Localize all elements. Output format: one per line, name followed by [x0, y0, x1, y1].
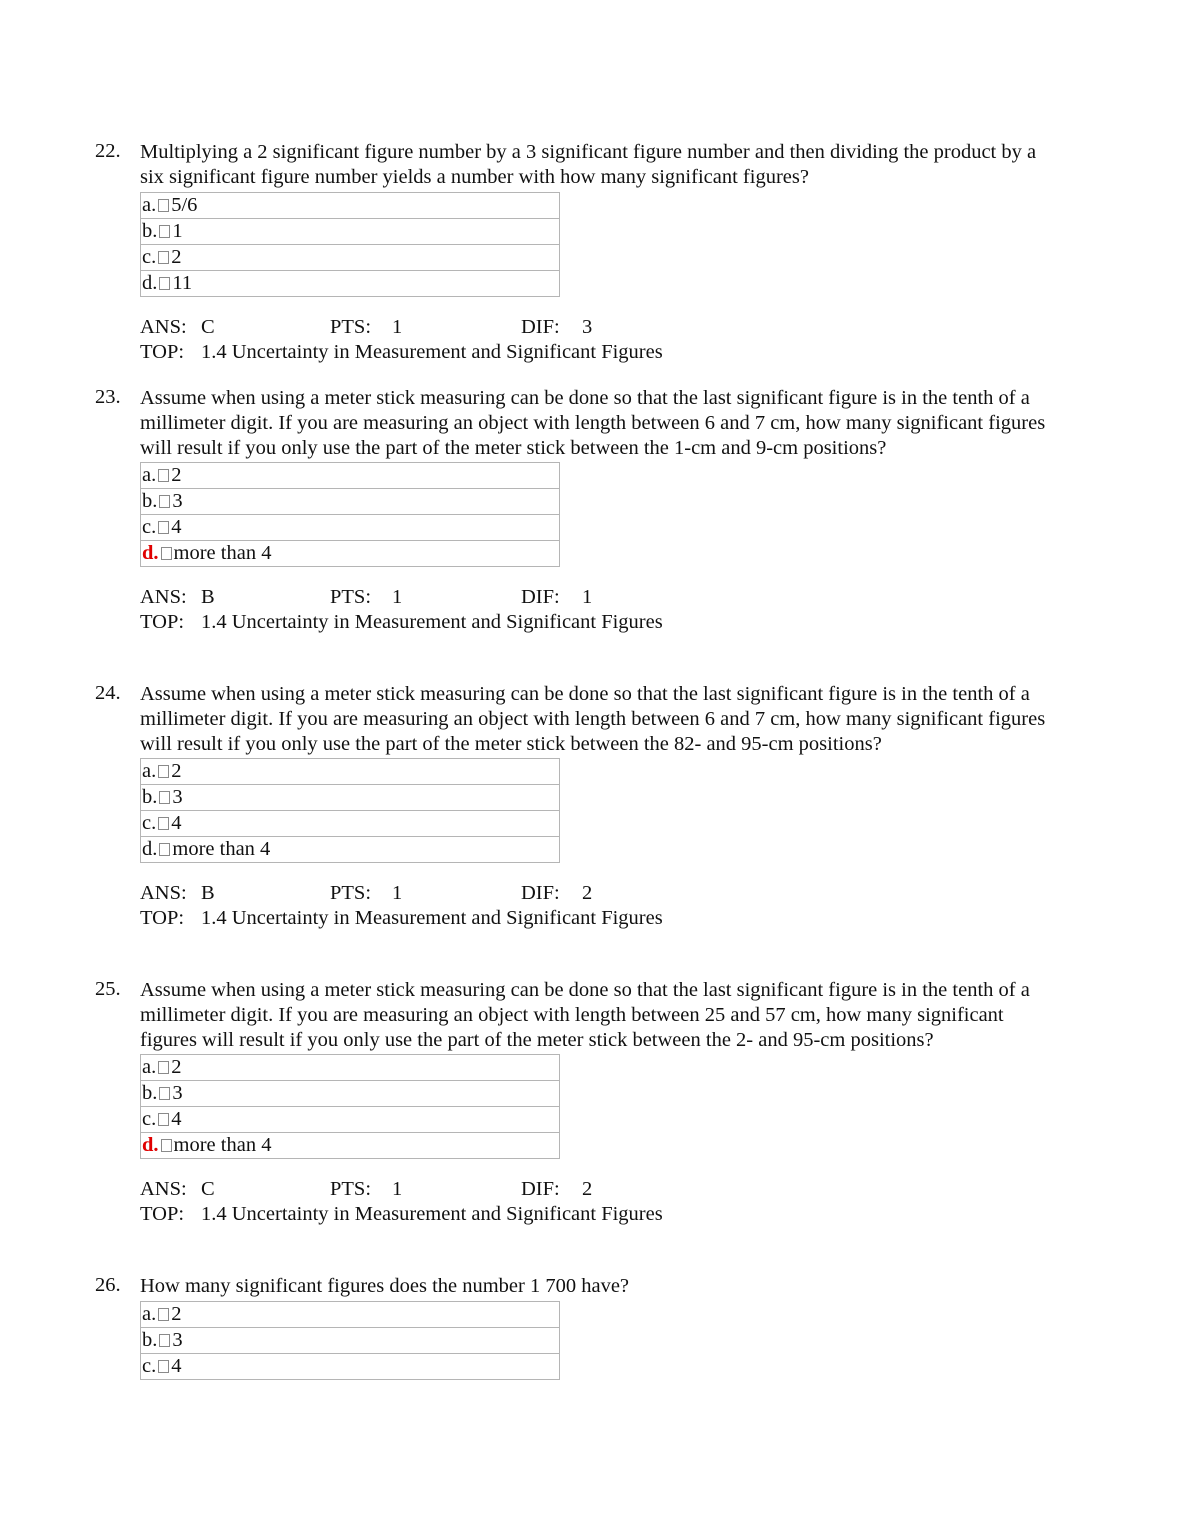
- question-24: [95, 682, 1055, 931]
- option-text: 4: [171, 812, 182, 835]
- pts-value: 1: [392, 586, 403, 609]
- option-d[interactable]: [141, 1132, 559, 1158]
- pts-value: 1: [392, 1178, 403, 1201]
- option-b[interactable]: [141, 1327, 559, 1353]
- option-letter: c.: [142, 245, 157, 268]
- option-text: 3: [172, 1082, 183, 1105]
- top-label: TOP:: [140, 1203, 185, 1226]
- option-b[interactable]: [141, 784, 559, 810]
- option-letter: a.: [142, 193, 157, 216]
- question-stem: Assume when using a meter stick measuring can be done so that the last significant figure is in the tenth of a millimeter digit. If you are measuring an object with length between 6 and 7 cm, how many significant figures will result if you only use the part of the meter stick between the 82- and 95-cm positions?: [140, 683, 1046, 755]
- option-letter: b.: [142, 786, 158, 809]
- top-label: TOP:: [140, 611, 185, 634]
- option-a[interactable]: [141, 193, 559, 218]
- option-text: 5/6: [171, 193, 198, 216]
- option-letter-highlighted: d.: [142, 1134, 159, 1157]
- option-letter-highlighted: d.: [142, 542, 159, 565]
- option-letter: c.: [142, 516, 157, 539]
- checkbox-icon: [158, 469, 169, 482]
- checkbox-icon: [159, 277, 170, 290]
- dif-label: DIF:: [521, 586, 560, 609]
- option-a[interactable]: [141, 1302, 559, 1327]
- question-stem: Assume when using a meter stick measuring can be done so that the last significant figure is in the tenth of a millimeter digit. If you are measuring an object with length between 25 and 57 cm, how many significant figures will result if you only use the part of the meter stick between the 2- and 95-cm positions?: [140, 979, 1030, 1051]
- option-text: 1: [172, 219, 183, 242]
- question-stem: Assume when using a meter stick measuring can be done so that the last significant figure is in the tenth of a millimeter digit. If you are measuring an object with length between 6 and 7 cm, how many significant figures will result if you only use the part of the meter stick between the 1-cm and 9-cm positions?: [140, 387, 1046, 459]
- option-c[interactable]: [141, 1106, 559, 1132]
- option-text: 4: [171, 516, 182, 539]
- dif-label: DIF:: [521, 882, 560, 905]
- option-c[interactable]: [141, 244, 559, 270]
- option-c[interactable]: [141, 514, 559, 540]
- top-value: 1.4 Uncertainty in Measurement and Significant Figures: [201, 907, 663, 930]
- option-letter: d.: [142, 271, 158, 294]
- option-text: 2: [171, 1302, 182, 1325]
- top-value: 1.4 Uncertainty in Measurement and Significant Figures: [201, 1203, 663, 1226]
- option-text: 11: [172, 271, 193, 294]
- checkbox-icon: [158, 1113, 169, 1126]
- top-label: TOP:: [140, 907, 185, 930]
- dif-label: DIF:: [521, 1178, 560, 1201]
- pts-value: 1: [392, 882, 403, 905]
- checkbox-icon: [158, 1308, 169, 1321]
- option-b[interactable]: [141, 1080, 559, 1106]
- question-25: [95, 978, 1055, 1227]
- pts-label: PTS:: [330, 1178, 372, 1201]
- option-a[interactable]: [141, 1055, 559, 1080]
- option-text: 2: [171, 760, 182, 783]
- answer-meta: [140, 1177, 1055, 1227]
- dif-label: DIF:: [521, 315, 560, 338]
- option-text: 3: [172, 1328, 183, 1351]
- question-number: 25.: [95, 978, 121, 1000]
- answer-options: [140, 758, 560, 863]
- top-label: TOP:: [140, 340, 185, 363]
- question-number: 22.: [95, 140, 121, 162]
- dif-value: 2: [582, 1178, 593, 1201]
- option-a[interactable]: [141, 759, 559, 784]
- checkbox-icon: [159, 843, 170, 856]
- answer-options: [140, 1301, 560, 1380]
- option-a[interactable]: [141, 463, 559, 488]
- pts-label: PTS:: [330, 882, 372, 905]
- answer-options: [140, 462, 560, 567]
- option-letter: b.: [142, 1328, 158, 1351]
- dif-value: 1: [582, 586, 593, 609]
- option-b[interactable]: [141, 488, 559, 514]
- ans-value: B: [201, 882, 215, 905]
- ans-label: ANS:: [140, 315, 187, 338]
- question-number: 26.: [95, 1274, 121, 1296]
- option-letter: b.: [142, 1082, 158, 1105]
- option-letter: c.: [142, 1108, 157, 1131]
- pts-value: 1: [392, 315, 403, 338]
- answer-meta: [140, 585, 1055, 635]
- option-letter: d.: [142, 838, 158, 861]
- option-b[interactable]: [141, 218, 559, 244]
- option-text: 4: [171, 1354, 182, 1377]
- pts-label: PTS:: [330, 586, 372, 609]
- option-letter: b.: [142, 490, 158, 513]
- pts-label: PTS:: [330, 315, 372, 338]
- ans-value: C: [201, 315, 215, 338]
- question-22: [95, 140, 1055, 365]
- option-letter: b.: [142, 219, 158, 242]
- option-letter: a.: [142, 1302, 157, 1325]
- question-stem: Multiplying a 2 significant figure number by a 3 significant figure number and then dividing the product by a six significant figure number yields a number with how many significant figures?: [140, 141, 1037, 188]
- checkbox-icon: [158, 817, 169, 830]
- option-letter: a.: [142, 1056, 157, 1079]
- checkbox-icon: [159, 495, 170, 508]
- option-text: 4: [171, 1108, 182, 1131]
- ans-value: C: [201, 1178, 215, 1201]
- option-letter: c.: [142, 1354, 157, 1377]
- option-letter: a.: [142, 464, 157, 487]
- option-c[interactable]: [141, 1353, 559, 1379]
- option-c[interactable]: [141, 810, 559, 836]
- question-26: [95, 1274, 1055, 1380]
- option-d[interactable]: [141, 836, 559, 862]
- option-letter: a.: [142, 760, 157, 783]
- checkbox-icon: [158, 251, 169, 264]
- option-text: 3: [172, 786, 183, 809]
- question-number: 23.: [95, 386, 121, 408]
- checkbox-icon: [159, 225, 170, 238]
- option-d[interactable]: [141, 270, 559, 296]
- checkbox-icon: [161, 1139, 172, 1152]
- top-value: 1.4 Uncertainty in Measurement and Significant Figures: [201, 611, 663, 634]
- checkbox-icon: [158, 199, 169, 212]
- ans-label: ANS:: [140, 1178, 187, 1201]
- answer-meta: [140, 315, 1055, 365]
- option-text: 2: [171, 1056, 182, 1079]
- option-text: more than 4: [173, 1134, 272, 1157]
- checkbox-icon: [159, 1087, 170, 1100]
- option-text: more than 4: [173, 542, 272, 565]
- option-text: 3: [172, 490, 183, 513]
- checkbox-icon: [159, 791, 170, 804]
- option-text: 2: [171, 464, 182, 487]
- checkbox-icon: [161, 547, 172, 560]
- dif-value: 2: [582, 882, 593, 905]
- answer-meta: [140, 881, 1055, 931]
- option-text: more than 4: [172, 838, 271, 861]
- question-23: [95, 386, 1055, 635]
- checkbox-icon: [158, 1061, 169, 1074]
- option-d[interactable]: [141, 540, 559, 566]
- checkbox-icon: [158, 765, 169, 778]
- answer-options: [140, 192, 560, 297]
- checkbox-icon: [158, 521, 169, 534]
- question-number: 24.: [95, 682, 121, 704]
- ans-label: ANS:: [140, 586, 187, 609]
- checkbox-icon: [158, 1360, 169, 1373]
- checkbox-icon: [159, 1334, 170, 1347]
- ans-label: ANS:: [140, 882, 187, 905]
- question-stem: How many significant figures does the number 1 700 have?: [140, 1275, 630, 1297]
- dif-value: 3: [582, 315, 593, 338]
- ans-value: B: [201, 586, 215, 609]
- top-value: 1.4 Uncertainty in Measurement and Significant Figures: [201, 340, 663, 363]
- option-letter: c.: [142, 812, 157, 835]
- answer-options: [140, 1054, 560, 1159]
- option-text: 2: [171, 245, 182, 268]
